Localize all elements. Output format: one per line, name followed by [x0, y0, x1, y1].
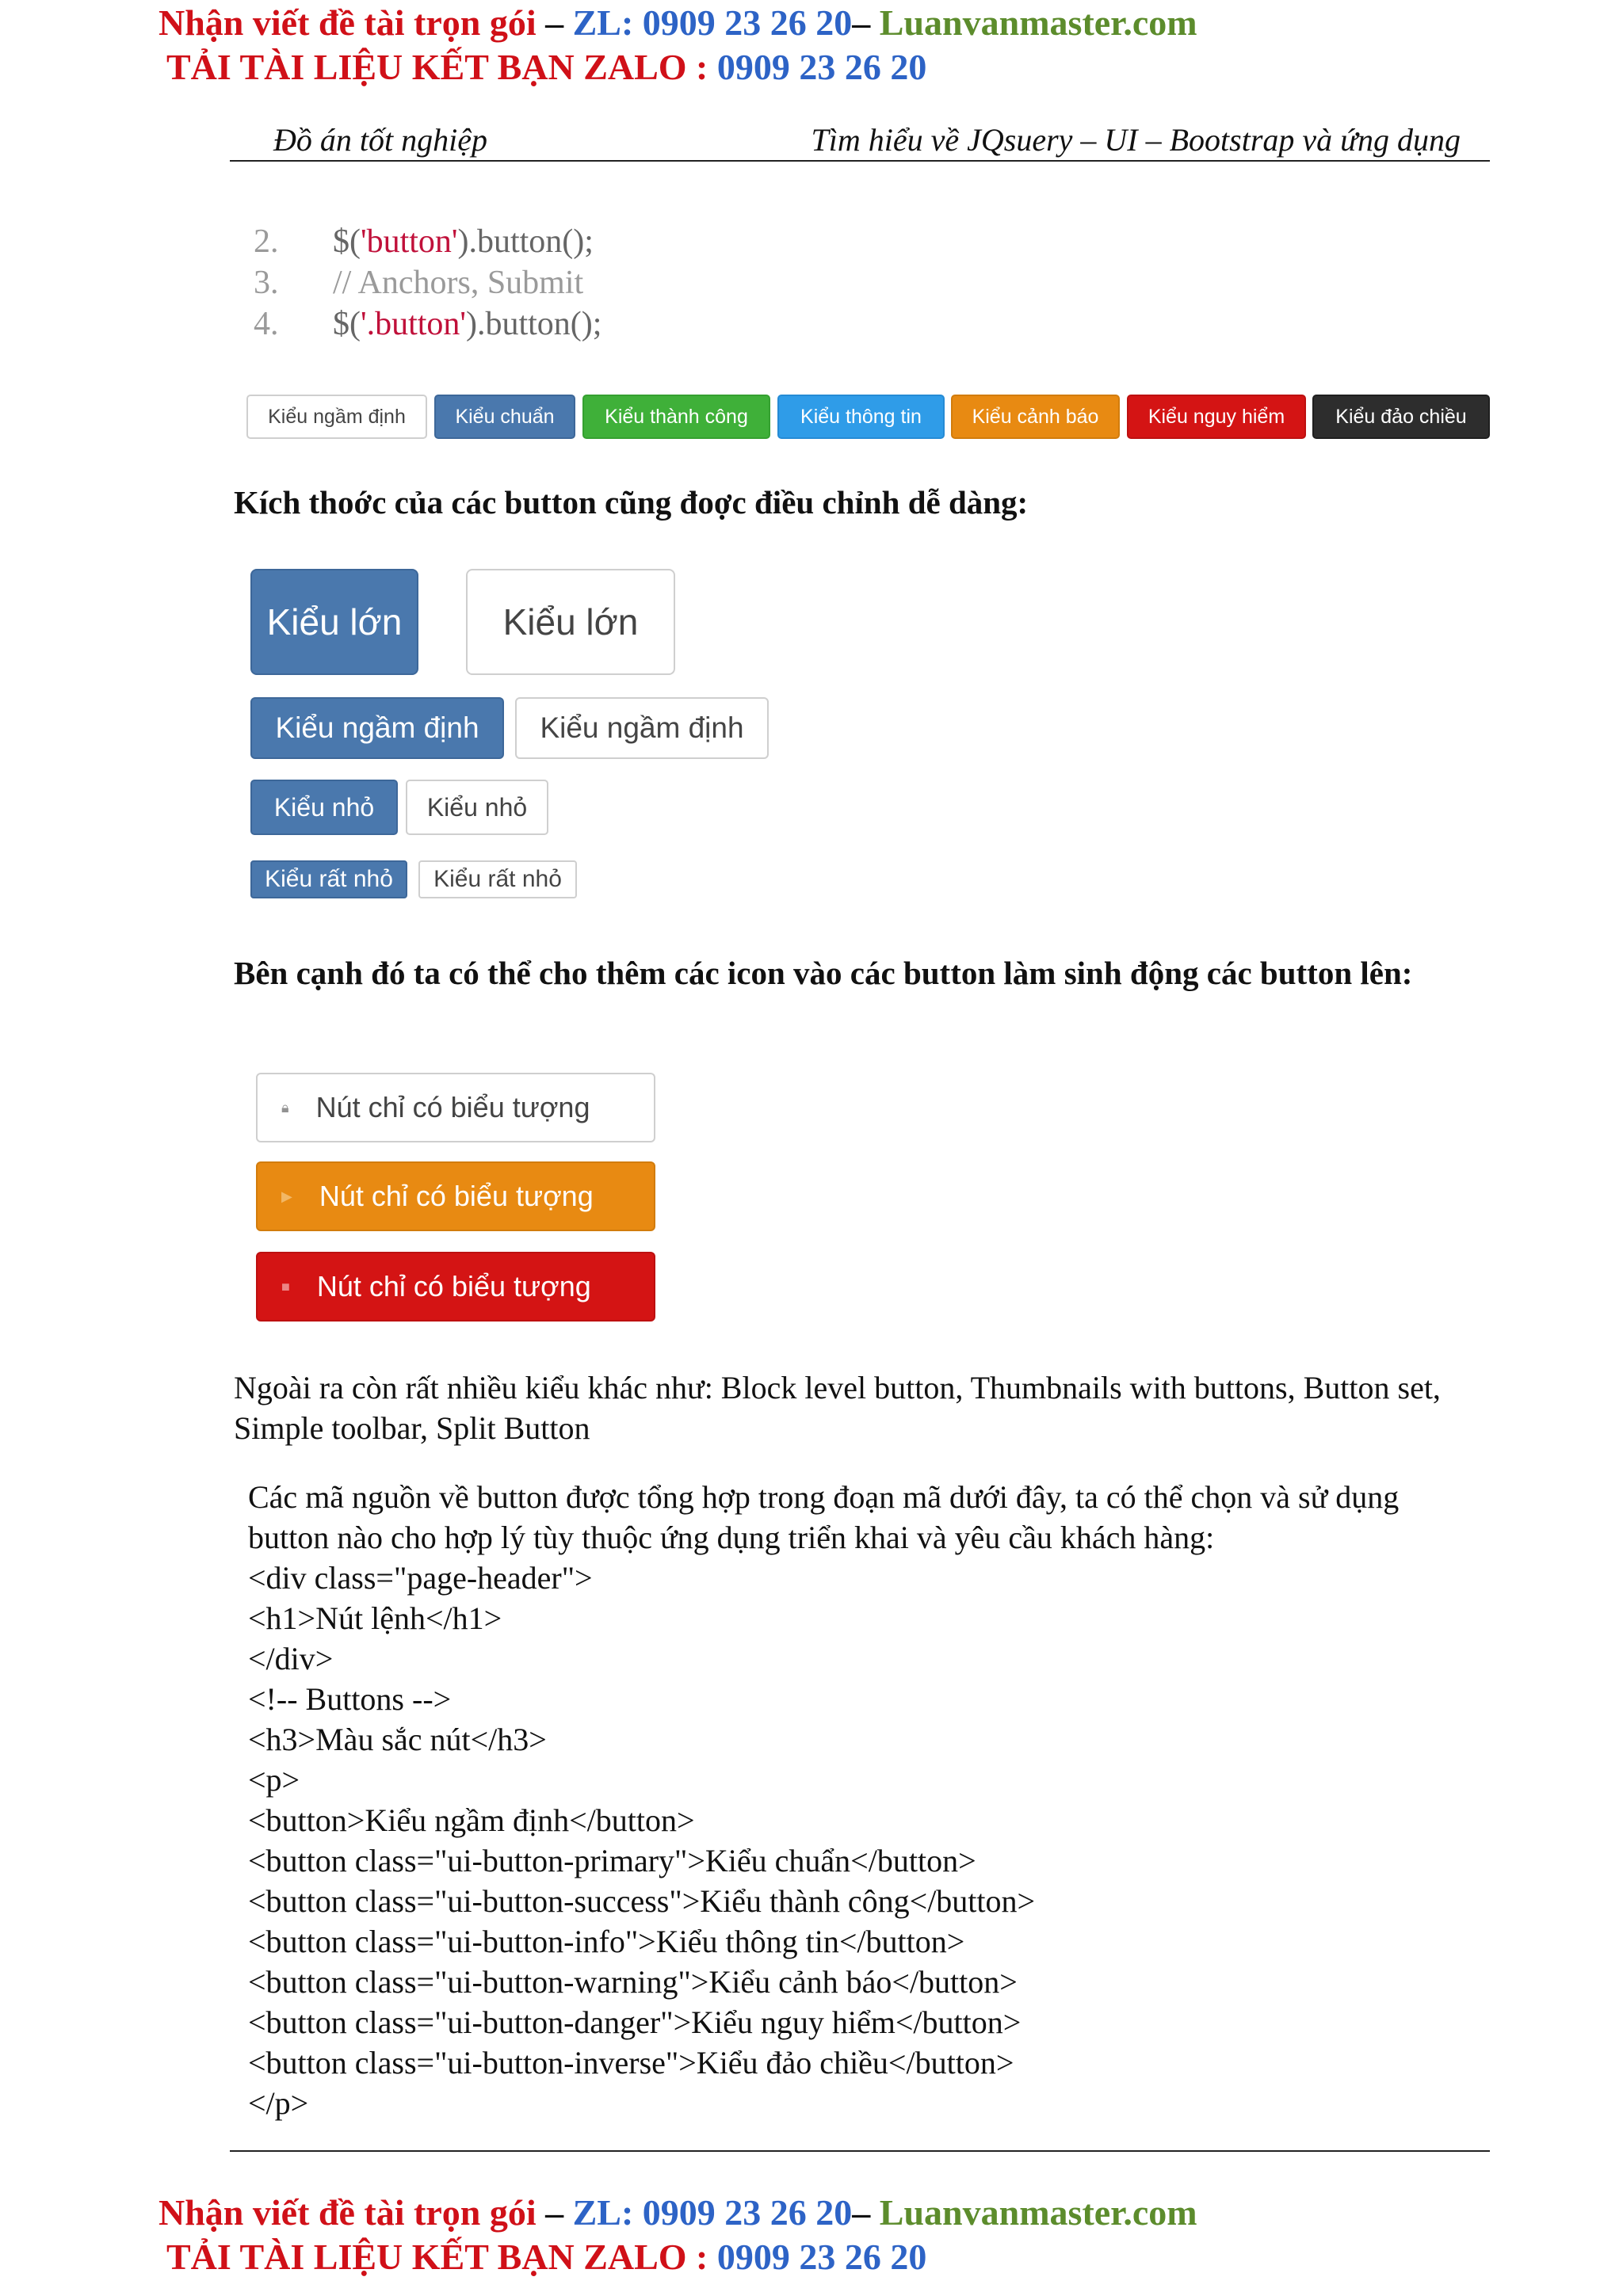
source-line: <h3>Màu sắc nút</h3>: [248, 1722, 547, 1757]
source-line: <button class="ui-button-inverse">Kiểu đảo chiều</button>: [248, 2045, 1014, 2081]
default-style-button[interactable]: Kiểu ngầm định: [246, 395, 427, 439]
default-size-primary-button[interactable]: Kiểu ngầm định: [250, 697, 504, 759]
source-line: <button class="ui-button-danger">Kiểu nguy hiểm</button>: [248, 2004, 1022, 2040]
banner-zalo-phone-2: 0909 23 26 20: [716, 47, 927, 87]
source-line: <div class="page-header">: [248, 1560, 593, 1596]
large-default-button[interactable]: Kiểu lớn: [466, 569, 675, 675]
banner-zalo-phone: ZL: 0909 23 26 20: [572, 2, 853, 43]
inverse-style-button[interactable]: Kiểu đảo chiều: [1312, 395, 1490, 439]
banner-website-link[interactable]: Luanvanmaster.com: [879, 2, 1197, 43]
icon-danger-button[interactable]: ■ Nút chỉ có biểu tượng: [256, 1252, 655, 1322]
bottom-banner-line2: TẢI TÀI LIỆU KẾT BẠN ZALO : 0909 23 26 20: [166, 2237, 927, 2277]
header-rule: [230, 160, 1490, 162]
source-line: <button class="ui-button-primary">Kiểu chuẩn</button>: [248, 1843, 976, 1878]
code-line: 4. $('.button').button();: [254, 306, 602, 342]
source-line: <p>: [248, 1762, 300, 1798]
large-primary-button[interactable]: Kiểu lớn: [250, 569, 418, 675]
small-default-button[interactable]: Kiểu nhỏ: [406, 780, 548, 835]
bottom-website-link[interactable]: Luanvanmaster.com: [879, 2192, 1197, 2233]
source-line: <button class="ui-button-warning">Kiểu cảnh báo</button>: [248, 1964, 1018, 2000]
bottom-banner-line1: Nhận viết đề tài trọn gói – ZL: 0909 23 26 20– Luanvanmaster.com: [158, 2192, 1197, 2233]
extra-small-default-button[interactable]: Kiểu rất nhỏ: [418, 860, 577, 898]
info-style-button[interactable]: Kiểu thông tin: [777, 395, 945, 439]
source-line: </div>: [248, 1641, 334, 1676]
source-line: <h1>Nút lệnh</h1>: [248, 1600, 502, 1636]
extra-small-primary-button[interactable]: Kiểu rất nhỏ: [250, 860, 407, 898]
lock-icon: 🔒︎: [281, 1099, 289, 1116]
icon-default-button[interactable]: 🔒︎ Nút chỉ có biểu tượng: [256, 1073, 655, 1142]
source-line: </p>: [248, 2085, 309, 2121]
top-banner-line2: TẢI TÀI LIỆU KẾT BẠN ZALO : 0909 23 26 20: [166, 47, 927, 87]
page-header-left: Đồ án tốt nghiệp: [273, 122, 487, 158]
page-header-right: Tìm hiểu về JQsuery – UI – Bootstrap và ứng dụng: [811, 122, 1461, 158]
warning-style-button[interactable]: Kiểu cảnh báo: [951, 395, 1120, 439]
primary-style-button[interactable]: Kiểu chuẩn: [434, 395, 575, 439]
source-code-block: [248, 1558, 1484, 2123]
source-intro-paragraph: Các mã nguồn về button được tổng hợp trong đoạn mã dưới đây, ta có thể chọn và sử dụng button nào cho hợp lý tùy thuộc ứng dụng triển khai và yêu cầu khách hàng:: [248, 1479, 1400, 1555]
source-line: <button class="ui-button-info">Kiểu thông tin</button>: [248, 1924, 965, 1959]
small-primary-button[interactable]: Kiểu nhỏ: [250, 780, 398, 835]
source-line: <button class="ui-button-success">Kiểu thành công</button>: [248, 1883, 1036, 1919]
stop-icon: ■: [281, 1278, 290, 1295]
size-heading: Kích thoớc của các button cũng đoợc điều chỉnh dễ dàng:: [234, 484, 1029, 521]
play-icon: ▶: [281, 1188, 292, 1204]
code-line: 3. // Anchors, Submit: [254, 265, 584, 301]
icon-heading: Bên cạnh đó ta có thể cho thêm các icon vào các button làm sinh động các button lên:: [234, 955, 1413, 991]
source-line: <!-- Buttons -->: [248, 1681, 452, 1717]
source-line: <button>Kiểu ngầm định</button>: [248, 1802, 695, 1838]
danger-style-button[interactable]: Kiểu nguy hiểm: [1127, 395, 1306, 439]
top-banner-line1: Nhận viết đề tài trọn gói – ZL: 0909 23 26 20– Luanvanmaster.com: [158, 2, 1197, 43]
other-styles-paragraph: Ngoài ra còn rất nhiều kiểu khác như: Block level button, Thumbnails with buttons, Button set, Simple toolbar, Split Button: [234, 1370, 1441, 1446]
default-size-default-button[interactable]: Kiểu ngầm định: [515, 697, 769, 759]
banner-service-text: Nhận viết đề tài trọn gói: [158, 2, 537, 43]
success-style-button[interactable]: Kiểu thành công: [582, 395, 770, 439]
footer-rule: [230, 2150, 1490, 2152]
code-line: 2. $('button').button();: [254, 223, 594, 260]
icon-warning-button[interactable]: ▶ Nút chỉ có biểu tượng: [256, 1161, 655, 1231]
